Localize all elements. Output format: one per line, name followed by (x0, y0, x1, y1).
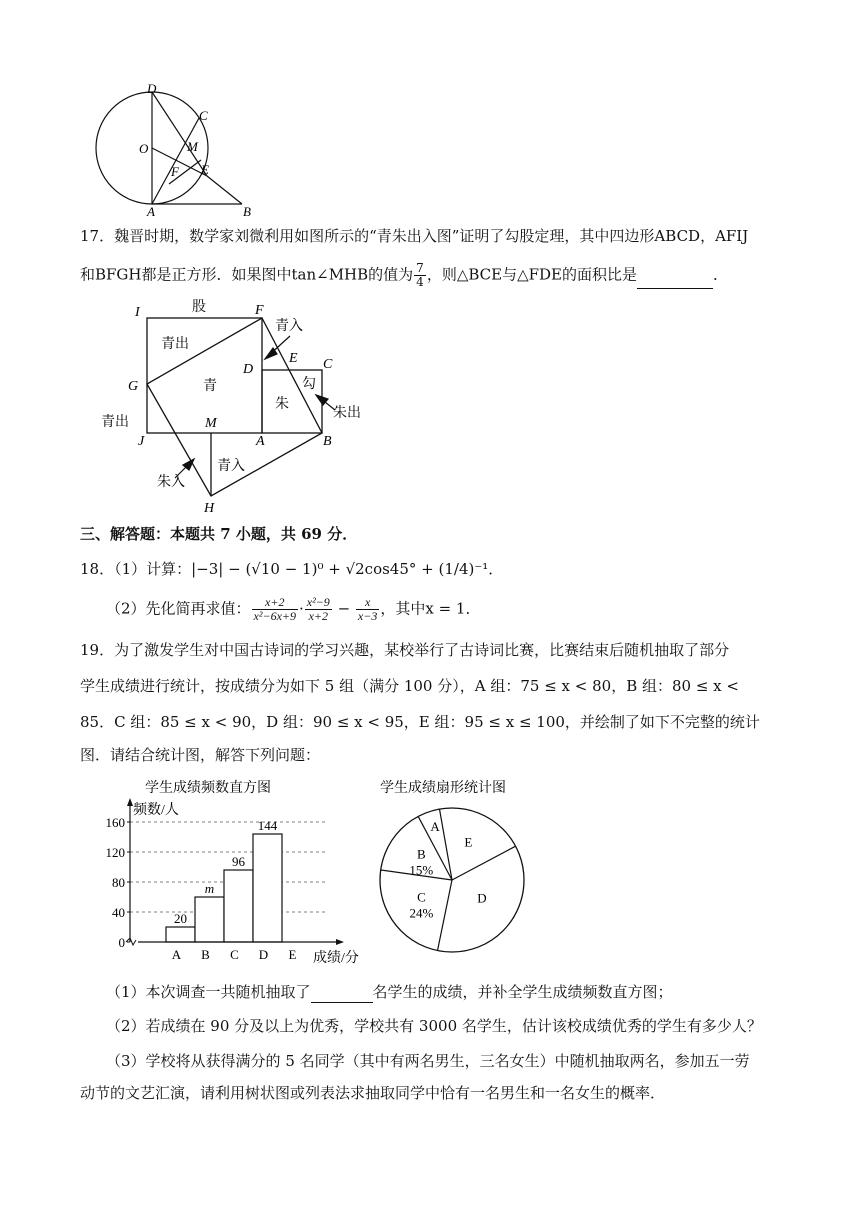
histogram-data-label: m (204, 881, 215, 896)
q18-fraction1: $\frac{x+2}{\text{x²−6x+9}}$ (253, 595, 296, 623)
label-gou: 勾 (302, 377, 316, 392)
q17-line2: 和BFGH都是正方形．如果图中tan∠MHB的值为 $\frac{7}{4}$ ，则△BCE与△FDE的面积比是 ． (80, 261, 729, 289)
segment-eb (207, 176, 242, 204)
q17-text1: 魏晋时期，数学家刘微利用如图所示的“青朱出入图”证明了勾股定理，其中四边形ABCD，AFIJ (114, 227, 749, 245)
histogram-y-tick-label: 120 (105, 845, 125, 860)
q19-sub3-line1: （3）学校将从获得满分的 5 名同学（其中有两名男生，三名女生）中随机抽取两名，参加五一劳 (106, 1052, 750, 1070)
histogram-x-tick-label: C (230, 947, 239, 962)
histogram-x-tick-label: D (258, 947, 269, 962)
pie-chart (370, 772, 540, 972)
label-zhu: 朱 (275, 397, 289, 412)
label-g: G (128, 379, 139, 394)
q18-line2: （2）先化简再求值： $\frac{x+2}{\text{x²−6x+9}}$ · $\frac{\text{x²−9}}{x+2}$ − $\frac{x}{x-3}$ ，其中x = 1． (106, 595, 481, 623)
label-d: D (243, 362, 254, 377)
q19-sub2: （2）若成绩在 90 分及以上为优秀，学校共有 3000 名学生，估计该校成绩优秀的学生有多少人？ (106, 1017, 762, 1035)
label-zhuchu: 朱出 (333, 406, 361, 421)
pie-title: 学生成绩扇形统计图 (380, 781, 506, 796)
label-j: J (138, 434, 145, 449)
segment-ac (152, 118, 199, 204)
q19-line4: 图．请结合统计图，解答下列问题： (80, 746, 321, 764)
histogram-x-tick-label: E (288, 947, 297, 962)
label-e: E (289, 351, 298, 366)
histogram-data-label: 144 (257, 818, 278, 833)
histogram-x-tick-label: B (201, 947, 210, 962)
histogram-y-tick-label: 160 (105, 815, 125, 830)
label-m: M (205, 416, 217, 431)
q17-text2b: ，则△BCE与△FDE的面积比是 (426, 265, 637, 284)
pie-slice-label: E (464, 834, 473, 850)
q19-line2: 学生成绩进行统计，按成绩分为如下 5 组（满分 100 分），A 组：75 ≤ x < 80，B 组：80 ≤ x < (80, 677, 739, 695)
q19-line1: 19．为了激发学生对中国古诗词的学习兴趣，某校举行了古诗词比赛，比赛结束后随机抽取了部分 (80, 641, 730, 659)
q19-sub1: （1）本次调查一共随机抽取了 名学生的成绩，并补全学生成绩频数直方图； (106, 980, 673, 1003)
histogram-x-tick-label: A (171, 947, 182, 962)
histogram-ylabel: 频数/人 (133, 803, 179, 818)
qingzhu-figure (95, 298, 385, 518)
label-a: A (147, 204, 155, 216)
label-m: M (187, 139, 198, 154)
q19-line3: 85．C 组：85 ≤ x < 90，D 组：90 ≤ x < 95，E 组：95 ≤ x ≤ 100，并绘制了如下不完整的统计 (80, 713, 760, 731)
label-qingru1: 青入 (275, 319, 303, 334)
histogram-data-label: 20 (174, 911, 187, 926)
label-qingchu2: 青出 (101, 415, 129, 430)
q17-fraction: $\frac{7}{4}$ (416, 261, 424, 289)
label-b: B (323, 434, 332, 449)
label-a: A (256, 434, 265, 449)
label-c: C (323, 357, 333, 372)
histogram-xlabel: 成绩/分 (313, 951, 359, 966)
q17-answer-blank[interactable] (637, 266, 713, 289)
histogram-data-label: 96 (232, 854, 245, 869)
label-d: D (147, 81, 157, 96)
pie-slice-label: B (416, 846, 426, 862)
label-f: F (171, 164, 179, 179)
label-qingru2: 青入 (217, 459, 245, 474)
label-i: I (135, 305, 140, 320)
circle-figure (95, 80, 265, 216)
pie-slice-percent: 24% (409, 905, 434, 921)
label-e: E (201, 162, 209, 177)
q17-text2a: 和BFGH都是正方形．如果图中tan∠MHB的值为 (80, 265, 414, 284)
label-b: B (243, 204, 251, 216)
section-heading: 三、解答题：本题共 7 小题，共 69 分． (80, 525, 358, 543)
histogram-bar (195, 897, 224, 942)
q18-fraction2: $\frac{\text{x²−9}}{x+2}$ (306, 595, 330, 623)
label-f: F (255, 303, 264, 318)
pie-slice-percent: 15% (409, 862, 434, 878)
label-h: H (204, 501, 215, 516)
histogram-y-tick-label: 80 (112, 875, 125, 890)
label-o: O (139, 141, 149, 156)
histogram-bar (224, 870, 253, 942)
histogram-y-tick-label: 40 (112, 905, 125, 920)
label-zhuru: 朱入 (157, 475, 185, 490)
label-c: C (199, 108, 208, 123)
q19-sub3-line2: 动节的文艺汇演，请利用树状图或列表法求抽取同学中恰有一名男生和一名女生的概率． (80, 1084, 666, 1102)
pie-slice-label: D (477, 890, 487, 906)
label-qingchu1: 青出 (161, 337, 189, 352)
q18-fraction3: $\frac{x}{x-3}$ (357, 595, 378, 623)
histogram-bar (253, 834, 282, 942)
pie-slice-label: A (430, 818, 440, 834)
pie-slice-label: C (417, 889, 426, 905)
q18-line1: 18．（1）计算：|−3| − (√10 − 1)⁰ + √2cos45° + (1/4)⁻¹． (80, 560, 504, 578)
label-qing: 青 (203, 379, 217, 394)
label-gu: 股 (192, 300, 206, 315)
histogram-y-tick-label: 0 (118, 935, 125, 950)
histogram-title: 学生成绩频数直方图 (145, 781, 271, 796)
histogram-bar (166, 927, 195, 942)
q17-line1 (80, 225, 748, 247)
histogram-chart (100, 772, 380, 972)
segment-de (152, 92, 207, 176)
q19-sub1-blank[interactable] (311, 980, 373, 1003)
q17-number: 17． (80, 227, 115, 245)
